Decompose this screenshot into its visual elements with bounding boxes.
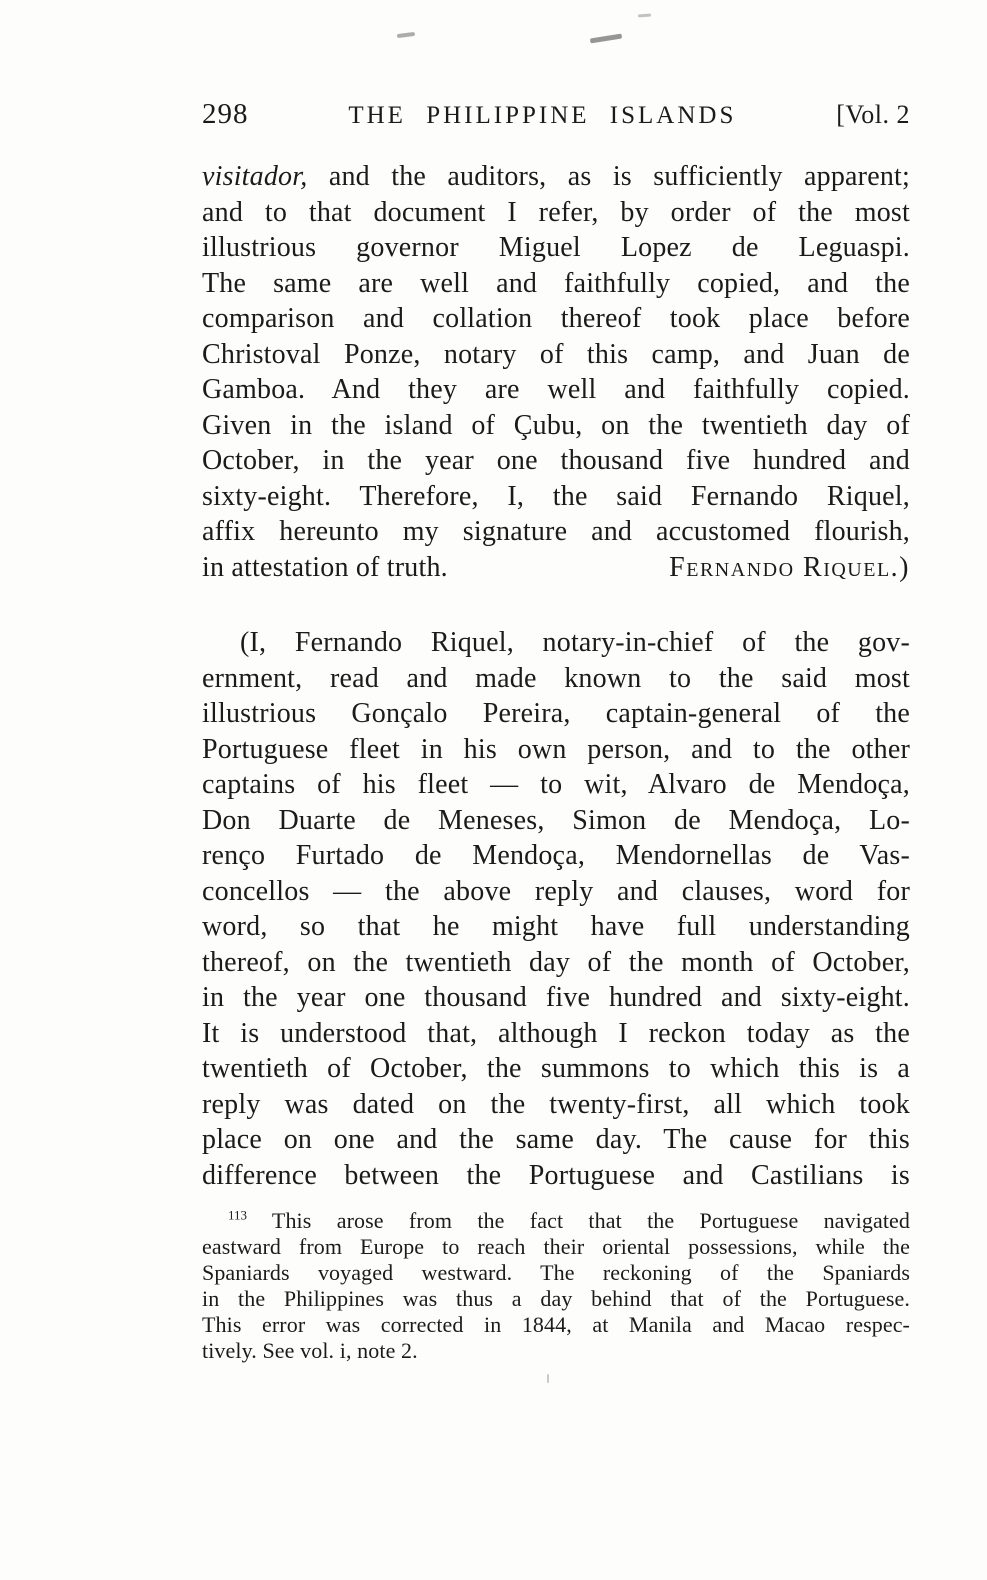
text-line: reply was dated on the twenty-first, all which took — [202, 1088, 910, 1120]
text-line: in the year one thousand five hundred and sixty-eight. — [202, 982, 910, 1013]
page-header — [202, 98, 910, 136]
text-line: affix hereunto my signature and accustomed flourish, — [202, 516, 910, 547]
text-line: The same are well and faithfully copied, and the — [202, 267, 910, 299]
text-line: twentieth of October, the summons to which this is a — [202, 1053, 910, 1084]
text-line: illustrious governor Miguel Lopez de Leguaspi. — [202, 232, 910, 263]
text-line: difference between the Portuguese and Castilians is — [202, 1159, 910, 1191]
text-line: Portuguese fleet in his own person, and to the other — [202, 733, 910, 765]
scan-artifact — [590, 34, 622, 44]
text-line: October, in the year one thousand five hundred and — [202, 445, 910, 476]
text-line: Christoval Ponze, notary of this camp, and Juan de — [202, 338, 910, 370]
paragraph-1 — [202, 161, 910, 587]
footnote-line: Spaniards voyaged westward. The reckoning of the Spaniards — [202, 1260, 910, 1285]
running-title: THE PHILIPPINE ISLANDS — [348, 102, 737, 129]
text-line: comparison and collation thereof took place before — [202, 303, 910, 334]
text-line: illustrious Gonçalo Pereira, captain-general of the — [202, 698, 910, 729]
text-line: word, so that he might have full understanding — [202, 911, 910, 942]
italic-word: visitador, — [202, 161, 308, 192]
footnote-113 — [202, 1208, 910, 1364]
text-line: (I, Fernando Riquel, notary-in-chief of the gov- — [240, 627, 910, 658]
footnote-marker: 113 — [228, 1208, 248, 1223]
text-line: It is understood that, although I reckon today as the — [202, 1017, 910, 1049]
text-line: concellos — the above reply and clauses, word for — [202, 875, 910, 907]
footnote-line — [202, 1208, 910, 1234]
footnote-line: in the Philippines was thus a day behind that of the Portuguese. — [202, 1286, 910, 1311]
text-line: Gamboa. And they are well and faithfully copied. — [202, 374, 910, 405]
page-number: 298 — [202, 98, 249, 130]
volume-label: [Vol. 2 — [836, 100, 910, 129]
attestation-line — [202, 552, 910, 588]
text-span: This arose from the fact that the Portuguese navigated — [271, 1208, 910, 1233]
footnote-line: tively. See vol. i, note 2. — [202, 1338, 418, 1363]
footnote-line: eastward from Europe to reach their oriental possessions, while the — [202, 1234, 910, 1259]
text-span: and the auditors, as is sufficiently apparent; — [328, 161, 910, 192]
text-line: place on one and the same day. The cause for this — [202, 1124, 910, 1155]
text-line: and to that document I refer, by order of the most — [202, 196, 910, 228]
text-line: thereof, on the twentieth day of the month of October, — [202, 946, 910, 978]
text-line: ernment, read and made known to the said most — [202, 662, 910, 694]
text-line: Given in the island of Çubu, on the twentieth day of — [202, 409, 910, 441]
text-line: captains of his fleet — to wit, Alvaro de Mendoça, — [202, 769, 910, 800]
text-line: renço Furtado de Mendoça, Mendornellas de Vas- — [202, 840, 910, 871]
footnote-line: This error was corrected in 1844, at Manila and Macao respec- — [202, 1312, 910, 1337]
text-line — [202, 161, 910, 197]
scan-artifact — [397, 32, 415, 38]
text-line: sixty-eight. Therefore, I, the said Fernando Riquel, — [202, 480, 910, 512]
signature: Fernando Riquel.) — [669, 551, 910, 583]
text-span: in attestation of truth. — [202, 551, 448, 583]
scan-artifact — [638, 14, 651, 18]
scan-artifact — [547, 1374, 549, 1383]
text-line: Don Duarte de Meneses, Simon de Mendoça, Lo- — [202, 804, 910, 836]
page-body — [202, 161, 910, 1364]
paragraph-2 — [202, 627, 910, 1195]
